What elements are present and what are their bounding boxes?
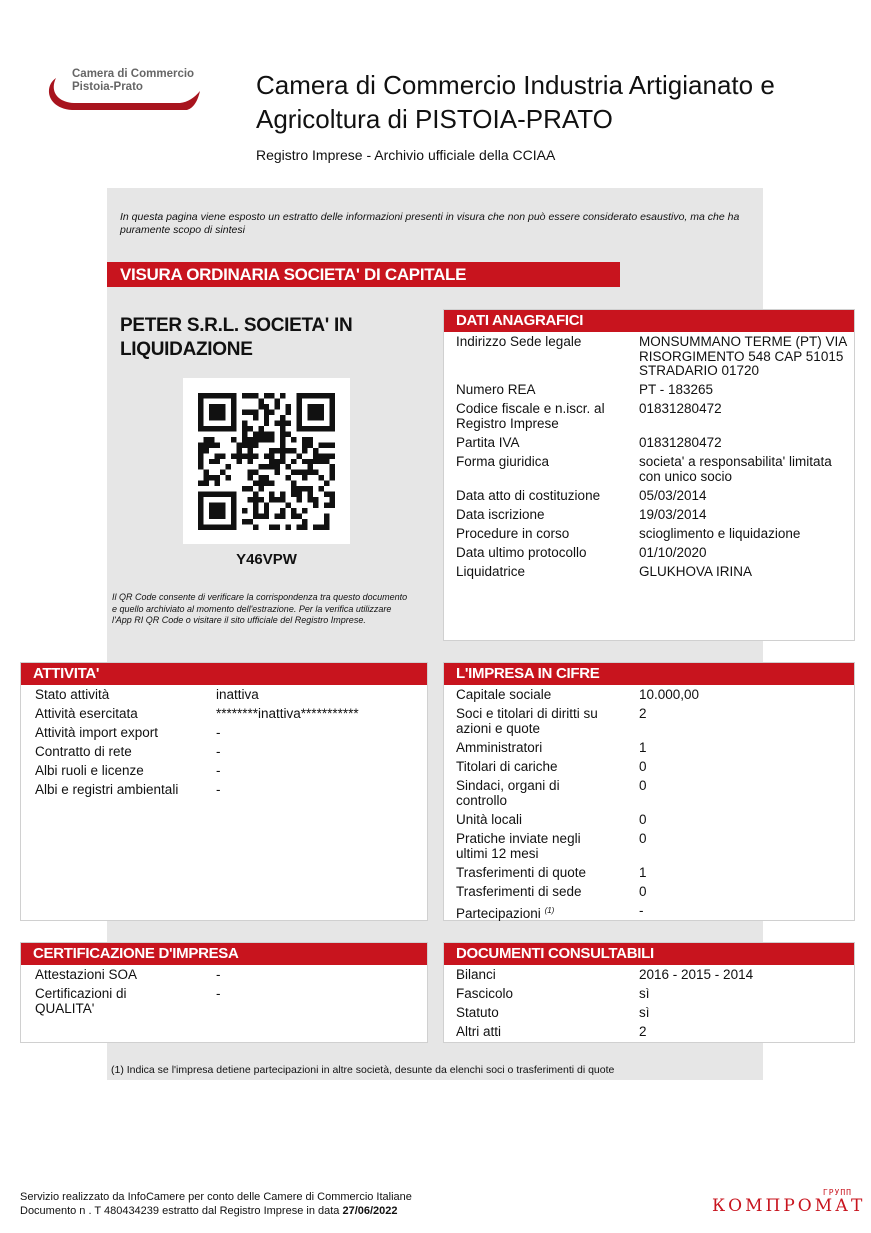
table-row bbox=[456, 885, 854, 904]
table-row bbox=[456, 813, 854, 832]
field-label: Trasferimenti di quote bbox=[456, 865, 587, 880]
table-row bbox=[456, 565, 854, 584]
logo-text bbox=[72, 68, 194, 94]
field-value: sì bbox=[639, 986, 650, 1001]
table-row bbox=[456, 508, 854, 527]
table-row bbox=[456, 335, 854, 383]
table-row bbox=[35, 688, 427, 707]
table-row bbox=[456, 832, 854, 866]
field-label: Trasferimenti di sede bbox=[456, 884, 582, 899]
table-row bbox=[456, 1006, 854, 1025]
qr-modules bbox=[198, 393, 335, 530]
footnote: (1) Indica se l'impresa detiene partecipazioni in altre società, desunte da elenchi soci o trasferimenti di quote bbox=[111, 1064, 615, 1076]
table-row bbox=[456, 987, 854, 1006]
table-row bbox=[35, 764, 427, 783]
section-certificazione bbox=[20, 942, 428, 1043]
section-title-documenti: DOCUMENTI CONSULTABILI bbox=[444, 943, 854, 965]
field-label: Unità locali bbox=[456, 812, 523, 827]
watermark bbox=[712, 1188, 866, 1216]
field-label: Numero REA bbox=[456, 382, 536, 397]
table-row bbox=[456, 741, 854, 760]
section-attivita bbox=[20, 662, 428, 921]
field-value: 01831280472 bbox=[639, 435, 722, 450]
field-label: Sindaci, organi di controllo bbox=[456, 778, 560, 808]
page-subtitle: Registro Imprese - Archivio ufficiale della CCIAA bbox=[256, 147, 556, 163]
field-value: 19/03/2014 bbox=[639, 507, 707, 522]
field-value: MONSUMMANO TERME (PT) VIA RISORGIMENTO 548 CAP 51015 STRADARIO 01720 bbox=[639, 334, 847, 378]
table-row bbox=[35, 783, 427, 802]
field-value: sì bbox=[639, 1005, 650, 1020]
footer-line-2 bbox=[20, 1204, 412, 1218]
field-label: Attestazioni SOA bbox=[35, 967, 138, 982]
field-label: Fascicolo bbox=[456, 986, 514, 1001]
logo-line-1: Camera di Commercio bbox=[72, 68, 195, 80]
footer-line-1: Servizio realizzato da InfoCamere per conto delle Camere di Commercio Italiane bbox=[20, 1191, 412, 1203]
footnote-mark: (1) bbox=[544, 906, 555, 915]
field-value: societa' a responsabilita' limitata con unico socio bbox=[639, 454, 832, 484]
field-label: Partita IVA bbox=[456, 435, 520, 450]
table-row bbox=[456, 546, 854, 565]
footer-date: 27/06/2022 bbox=[342, 1205, 398, 1217]
field-label: Codice fiscale e n.iscr. al Registro Imprese bbox=[456, 401, 605, 431]
table-row bbox=[456, 968, 854, 987]
field-label bbox=[456, 904, 639, 923]
field-label: Procedure in corso bbox=[456, 526, 570, 541]
company-name: PETER S.R.L. SOCIETA' IN LIQUIDAZIONE bbox=[120, 315, 353, 360]
field-value: 2 bbox=[639, 706, 647, 721]
table-row bbox=[35, 726, 427, 745]
table-row bbox=[35, 707, 427, 726]
field-label: Statuto bbox=[456, 1005, 499, 1020]
field-value: 0 bbox=[639, 812, 647, 827]
watermark-small-text: ГРУПП bbox=[822, 1188, 852, 1197]
field-label: Contratto di rete bbox=[35, 744, 132, 759]
field-value: 0 bbox=[639, 778, 647, 793]
logo-line-2: Pistoia-Prato bbox=[72, 81, 143, 93]
field-value: - bbox=[216, 782, 221, 797]
section-title-impresa-in-cifre: L'IMPRESA IN CIFRE bbox=[444, 663, 854, 685]
field-label: Data atto di costituzione bbox=[456, 488, 601, 503]
field-value: 1 bbox=[639, 740, 647, 755]
field-value: 01/10/2020 bbox=[639, 545, 707, 560]
field-value: 05/03/2014 bbox=[639, 488, 707, 503]
field-label: Certificazioni di QUALITA' bbox=[35, 986, 127, 1016]
field-label: Stato attività bbox=[35, 687, 110, 702]
field-label: Bilanci bbox=[456, 967, 496, 982]
field-value: 10.000,00 bbox=[639, 687, 700, 702]
section-title-dati-anagrafici: DATI ANAGRAFICI bbox=[444, 310, 854, 332]
field-value: - bbox=[216, 986, 221, 1001]
table-row bbox=[456, 707, 854, 741]
qr-note: Il QR Code consente di verificare la corrispondenza tra questo documento e quello archiviato al momento dell'estrazione. Per la verifica utilizzare l'App RI QR Code o visitare il sito ufficiale del Registro Imprese. bbox=[112, 592, 408, 625]
field-value: - bbox=[216, 763, 221, 778]
page-title: Camera di Commercio Industria Artigianato e Agricoltura di PISTOIA-PRATO bbox=[256, 70, 775, 134]
field-value: 2 bbox=[639, 1024, 647, 1039]
field-value: 0 bbox=[639, 884, 647, 899]
table-row bbox=[35, 745, 427, 764]
field-label: Albi ruoli e licenze bbox=[35, 763, 144, 778]
field-label: Data iscrizione bbox=[456, 507, 545, 522]
table-row bbox=[456, 436, 854, 455]
field-label-text: Partecipazioni bbox=[456, 906, 541, 921]
field-value: GLUKHOVA IRINA bbox=[639, 564, 753, 579]
field-value: - bbox=[216, 967, 221, 982]
field-value: 1 bbox=[639, 865, 647, 880]
field-label: Indirizzo Sede legale bbox=[456, 334, 582, 349]
table-row bbox=[35, 968, 427, 987]
field-label: Attività import export bbox=[35, 725, 159, 740]
section-title-certificazione: CERTIFICAZIONE D'IMPRESA bbox=[21, 943, 427, 965]
visura-title-bar: VISURA ORDINARIA SOCIETA' DI CAPITALE bbox=[107, 262, 620, 287]
field-label: Soci e titolari di diritti su azioni e quote bbox=[456, 706, 598, 736]
section-impresa-in-cifre bbox=[443, 662, 855, 921]
field-label: Liquidatrice bbox=[456, 564, 526, 579]
qr-code-image bbox=[183, 378, 350, 544]
table-row bbox=[456, 1025, 854, 1044]
table-row bbox=[456, 760, 854, 779]
field-label: Albi e registri ambientali bbox=[35, 782, 179, 797]
field-value: 01831280472 bbox=[639, 401, 722, 416]
field-label: Amministratori bbox=[456, 740, 543, 755]
field-label: Altri atti bbox=[456, 1024, 502, 1039]
qr-code-icon bbox=[198, 393, 335, 530]
section-documenti bbox=[443, 942, 855, 1043]
field-label: Pratiche inviate negli ultimi 12 mesi bbox=[456, 831, 581, 861]
field-label: Attività esercitata bbox=[35, 706, 138, 721]
table-row bbox=[456, 527, 854, 546]
table-row bbox=[35, 987, 427, 1021]
field-value: 0 bbox=[639, 759, 647, 774]
chamber-logo bbox=[42, 64, 207, 124]
field-value: - bbox=[639, 903, 644, 918]
field-value: PT - 183265 bbox=[639, 382, 714, 397]
field-label: Titolari di cariche bbox=[456, 759, 558, 774]
intro-text: In questa pagina viene esposto un estratto delle informazioni presenti in visura che non può essere considerato esaustivo, ma che ha puramente scopo di sintesi bbox=[120, 211, 740, 236]
field-label: Capitale sociale bbox=[456, 687, 552, 702]
table-row bbox=[456, 688, 854, 707]
section-title-attivita: ATTIVITA' bbox=[21, 663, 427, 685]
field-value: scioglimento e liquidazione bbox=[639, 526, 801, 541]
table-row bbox=[456, 866, 854, 885]
field-value: - bbox=[216, 744, 221, 759]
table-row bbox=[456, 904, 854, 923]
footer-document-info: Documento n . T 480434239 estratto dal Registro Imprese in data bbox=[20, 1205, 340, 1217]
table-row bbox=[456, 489, 854, 508]
field-value: ********inattiva*********** bbox=[216, 706, 359, 721]
field-value: inattiva bbox=[216, 687, 259, 702]
field-value: - bbox=[216, 725, 221, 740]
table-row bbox=[456, 455, 854, 489]
table-row bbox=[456, 383, 854, 402]
section-dati-anagrafici bbox=[443, 309, 855, 641]
table-row bbox=[456, 402, 854, 436]
field-value: 2016 - 2015 - 2014 bbox=[639, 967, 754, 982]
field-value: 0 bbox=[639, 831, 647, 846]
field-label: Forma giuridica bbox=[456, 454, 550, 469]
table-row bbox=[456, 779, 854, 813]
page-footer bbox=[20, 1190, 412, 1218]
watermark-big-text: КОМПРОМАТ bbox=[712, 1196, 866, 1216]
field-label: Data ultimo protocollo bbox=[456, 545, 587, 560]
qr-code-label: Y46VPW bbox=[236, 551, 297, 568]
